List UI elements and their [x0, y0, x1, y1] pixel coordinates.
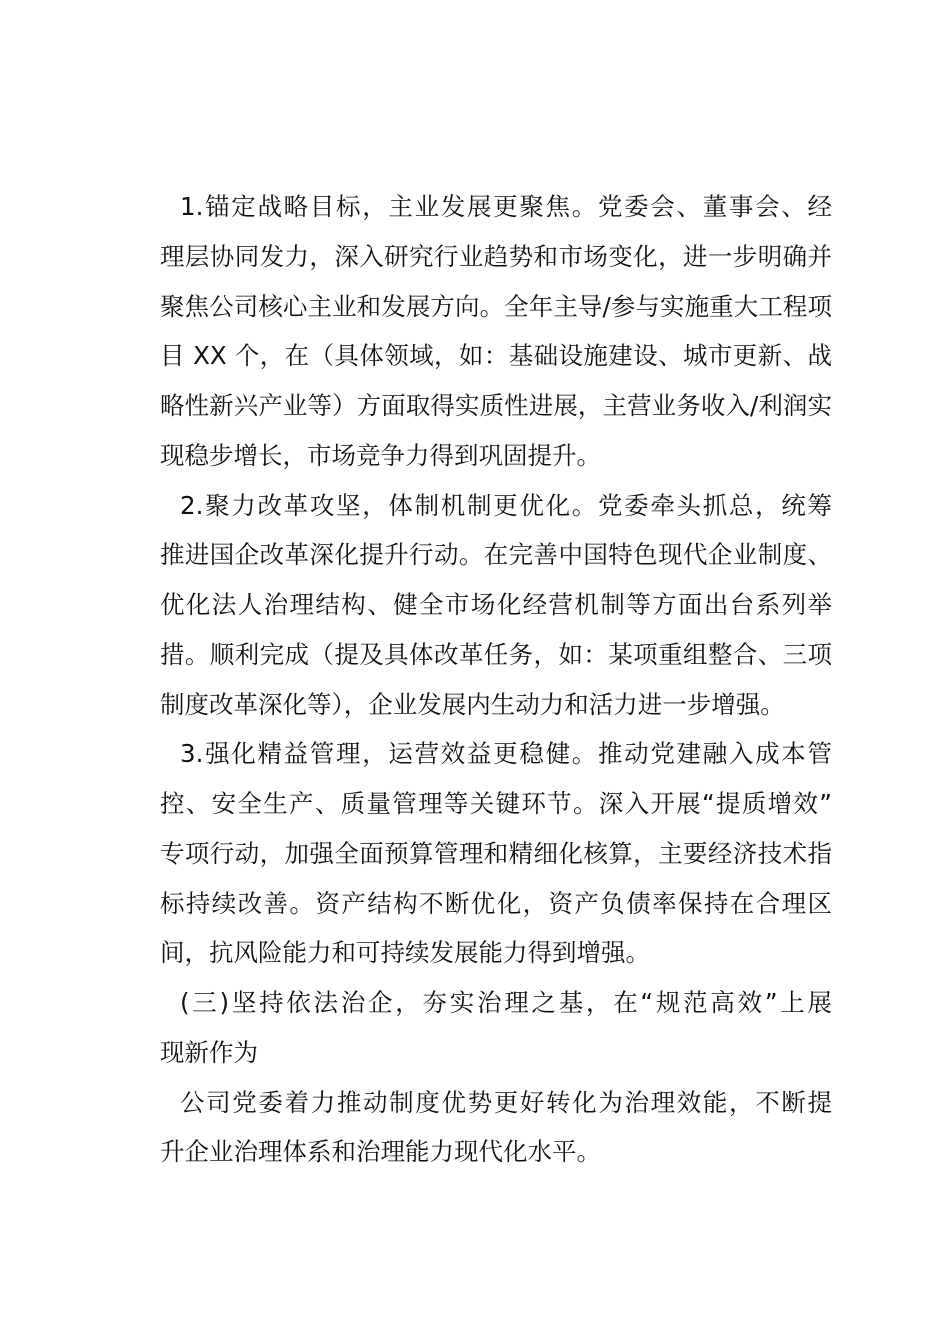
text-line: 制度改革深化等），企业发展内生动力和活力进一步增强。 — [160, 689, 785, 719]
text-line: (三)坚持依法治企，夯实治理之基，在“规范高效”上展 — [180, 988, 832, 1017]
paragraph — [160, 729, 832, 978]
text-line: 升企业治理体系和治理能力现代化水平。 — [160, 1137, 601, 1167]
text-line: 3.强化精益管理，运营效益更稳健。推动党建融入成本管 — [180, 739, 832, 769]
text-line: 公司党委着力推动制度优势更好转化为治理效能，不断提 — [180, 1087, 832, 1117]
text-line: 略性新兴产业等）方面取得实质性进展，主营业务收入/利润实 — [160, 391, 832, 420]
text-line: 目 XX 个，在（具体领域，如：基础设施建设、城市更新、战 — [160, 341, 832, 371]
paragraph — [160, 481, 832, 730]
text-line: 措。顺利完成（提及具体改革任务，如：某项重组整合、三项 — [160, 639, 832, 669]
text-line: 聚焦公司核心主业和发展方向。全年主导/参与实施重大工程项 — [160, 291, 832, 321]
text-line: 控、安全生产、质量管理等关键环节。深入开展“提质增效” — [160, 789, 832, 818]
paragraph — [160, 1078, 832, 1178]
text-line: 专项行动，加强全面预算管理和精细化核算，主要经济技术指 — [160, 838, 832, 868]
text-line: 理层协同发力，深入研究行业趋势和市场变化，进一步明确并 — [160, 241, 832, 271]
text-line: 优化法人治理结构、健全市场化经营机制等方面出台系列举 — [160, 590, 832, 619]
text-line: 现稳步增长，市场竞争力得到巩固提升。 — [160, 440, 601, 470]
document-body — [160, 182, 832, 1177]
text-line: 2.聚力改革攻坚，体制机制更优化。党委牵头抓总，统筹 — [180, 490, 832, 520]
text-line: 间，抗风险能力和可持续发展能力得到增强。 — [160, 938, 650, 968]
text-line: 推进国企改革深化提升行动。在完善中国特色现代企业制度、 — [160, 540, 832, 570]
text-line: 1.锚定战略目标，主业发展更聚焦。党委会、董事会、经 — [180, 192, 832, 221]
paragraph — [160, 978, 832, 1078]
paragraph — [160, 182, 832, 481]
text-line: 现新作为 — [160, 1037, 258, 1067]
text-line: 标持续改善。资产结构不断优化，资产负债率保持在合理区 — [160, 888, 832, 918]
